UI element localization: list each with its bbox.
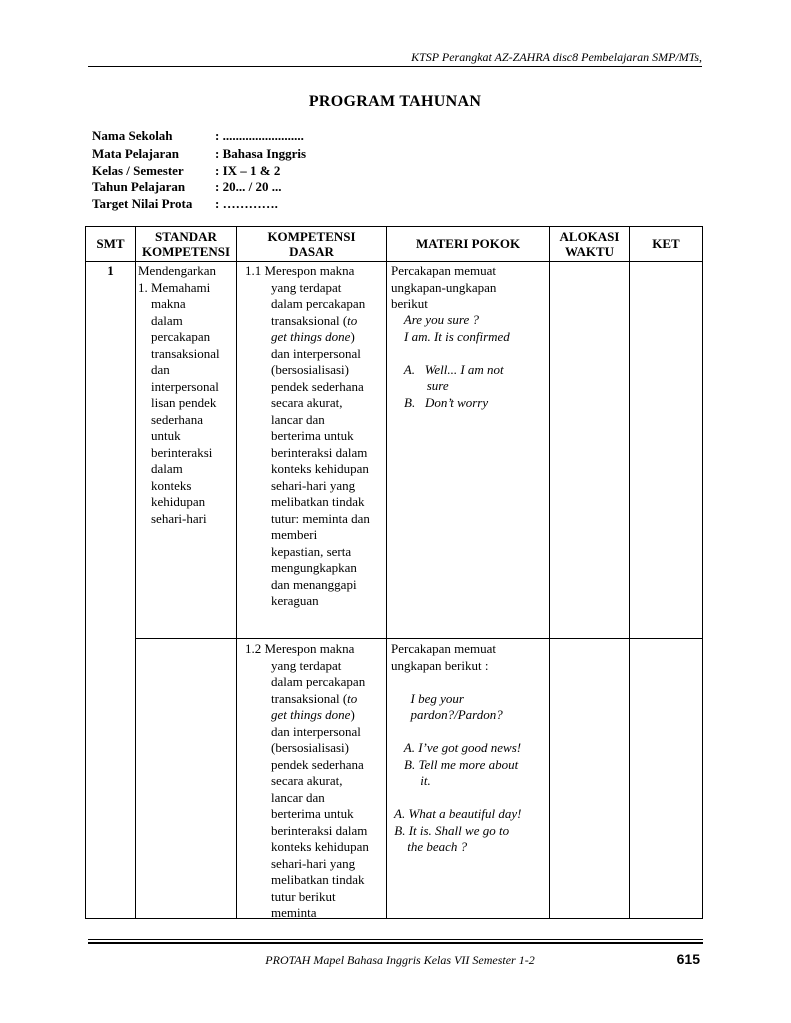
row2-kompetensi-dasar [245,641,369,922]
row1-kompetensi-dasar [245,263,370,610]
header-kd-line2: DASAR [289,244,334,259]
header-standar-line1: STANDAR [155,229,217,244]
running-header: KTSP Perangkat AZ-ZAHRA disc8 Pembelajaran SMP/MTs, [411,50,702,64]
info-label-school: Nama Sekolah [92,128,173,143]
header-standar-line2: KOMPETENSI [141,244,231,259]
info-label-year: Tahun Pelajaran [92,179,186,194]
header-alokasi-line2: WAKTU [564,244,615,259]
footer-rule-top [88,939,703,940]
row1-kd-text-a: 1.1 Merespon makna yang terdapat dalam percakapan transaksional ( [245,263,366,328]
page-title: PROGRAM TAHUNAN [308,93,482,110]
info-value-class: : IX – 1 & 2 [215,163,281,178]
row1-standar-kompetensi: Mendengarkan 1. Memahami makna dalam percakapan transaksional dan interpersonal lisan pendek sederhana untuk berinteraksi dalam konteks kehidupan sehari-hari [138,263,220,526]
row1-kd-text-italic: to get things done [271,312,358,344]
header-kd-line1: KOMPETENSI [267,229,356,244]
header-alokasi-line1: ALOKASI [559,229,620,244]
info-value-target: : …………. [215,196,278,211]
row1-smt: 1 [107,263,114,278]
row2-kd-text-b: ) dan interpersonal (bersosialisasi) pendek sederhana secara akurat, lancar dan berterima untuk berinteraksi dalam konteks kehidupan sehari-hari yang melibatkan tindak tutur berikut meminta [271,707,369,920]
header-materi-pokok: MATERI POKOK [415,236,521,251]
footer-rule-bottom [88,942,703,944]
info-label-target: Target Nilai Prota [92,196,193,211]
row1-materi-intro: Percakapan memuat ungkapan-ungkapan berikut [391,263,497,311]
row2-kd-text-a: 1.2 Merespon makna yang terdapat dalam percakapan transaksional ( [245,641,366,706]
row2-materi-intro: Percakapan memuat ungkapan berikut : [391,641,497,673]
info-value-subject: : Bahasa Inggris [215,146,307,161]
row2-kd-text-italic: to get things done [271,690,358,722]
header-ket: KET [652,236,680,251]
info-value-school: : ......................... [215,128,304,143]
row1-kd-text-b: ) dan interpersonal (bersosialisasi) pendek sederhana secara akurat, lancar dan berterima untuk berinteraksi dalam konteks kehidupan sehari-hari yang melibatkan tindak tutur: meminta dan memberi kepastian, serta mengungkapkan dan menanggapi keraguan [271,329,370,608]
info-label-class: Kelas / Semester [92,163,184,178]
row2-materi-examples: I beg your pardon?/Pardon? A. I’ve got good news! B. Tell me more about it. A. What a beautiful day! B. It is. Shall we go to the beach ? [394,690,522,854]
row1-materi-examples: Are you sure ? I am. It is confirmed A. Well... I am not sure B. Don’t worry [403,312,510,410]
footer-text: PROTAH Mapel Bahasa Inggris Kelas VII Semester 1-2 [265,953,535,967]
header-alokasi-waktu [550,229,629,259]
info-value-year: : 20... / 20 ... [215,179,282,194]
page-number: 615 [676,951,700,967]
header-standar-kompetensi [136,229,236,259]
info-label-subject: Mata Pelajaran [92,146,180,161]
header-smt: SMT [96,236,125,251]
header-kompetensi-dasar [237,229,386,259]
